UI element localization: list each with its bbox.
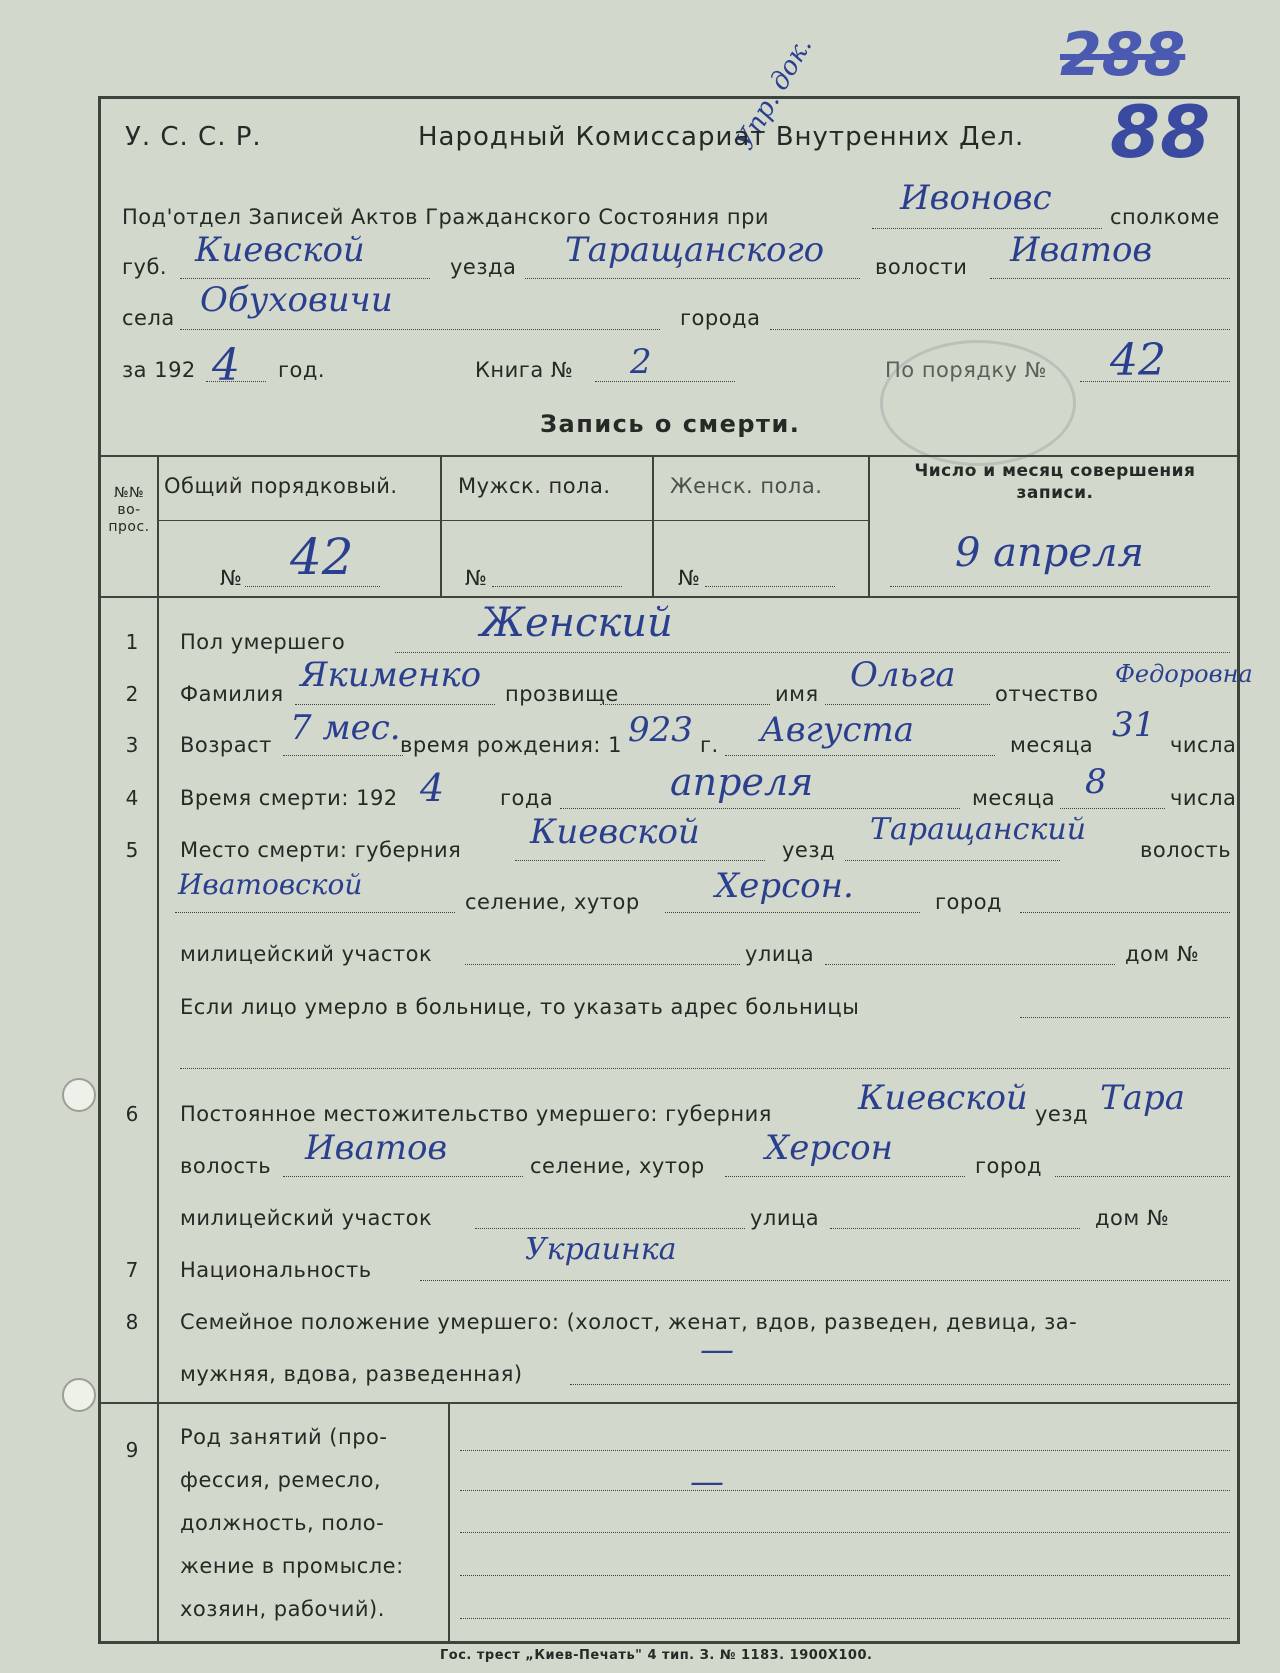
row-number: 2: [125, 682, 139, 706]
ispolkom-value: Ивоновс: [900, 178, 1052, 218]
date-value: 9 апреля: [955, 530, 1145, 576]
occupation-label-5: хозяин, рабочий).: [180, 1597, 385, 1621]
goroda-label: города: [680, 306, 761, 330]
residence-selo-value: Херсон: [765, 1128, 893, 1168]
occupation-label-1: Род занятий (про-: [180, 1425, 388, 1449]
birth-day-label: числа: [1170, 733, 1237, 757]
row-number: 8: [125, 1310, 139, 1334]
gub-label: губ.: [122, 255, 168, 279]
nickname-label: прозвище: [505, 682, 619, 706]
sex-value: Женский: [480, 600, 673, 646]
order-label: По порядку №: [885, 358, 1048, 382]
row-number: 5: [125, 838, 139, 862]
general-value: 42: [290, 528, 354, 586]
death-month-label: месяца: [972, 786, 1056, 810]
occupation-label-3: должность, поло-: [180, 1511, 385, 1535]
residence-uezd-label: уезд: [1035, 1102, 1089, 1126]
order-value: 42: [1110, 335, 1166, 386]
birth-year-value: 923: [628, 710, 693, 750]
patronymic-value: Федоровна: [1115, 660, 1253, 688]
god-label: год.: [278, 358, 326, 382]
death-uezd-label: уезд: [782, 838, 836, 862]
age-value: 7 мес.: [290, 708, 401, 748]
marital-label: Семейное положение умершего: (холост, женат, вдов, разведен, девица, за-: [180, 1310, 1078, 1334]
birth-month-label: месяца: [1010, 733, 1094, 757]
death-selo-label: селение, хутор: [465, 890, 640, 914]
death-mil-label: милицейский участок: [180, 942, 433, 966]
residence-volost-label: волость: [180, 1154, 272, 1178]
occupation-label-2: фессия, ремесло,: [180, 1468, 382, 1492]
patronymic-label: отчество: [995, 682, 1099, 706]
row-number: 6: [125, 1102, 139, 1126]
commissariat-label: Народный Комиссариат Внутренних Дел.: [418, 122, 1025, 152]
gub-value: Киевской: [195, 230, 365, 270]
hospital-label: Если лицо умерло в больнице, то указать адрес больницы: [180, 995, 860, 1019]
crossed-pencil-number: 288: [1060, 20, 1186, 90]
death-place-label: Место смерти: губерния: [180, 838, 462, 862]
death-uezd-value: Таращанский: [870, 812, 1087, 847]
subdept-label: Под'отдел Записей Актов Гражданского Состояния при: [122, 205, 770, 229]
selo-label: села: [122, 306, 175, 330]
residence-gub-value: Киевской: [858, 1078, 1028, 1118]
surname-label: Фамилия: [180, 682, 284, 706]
republic-label: У. С. С. Р.: [125, 122, 262, 152]
row-number: 9: [125, 1438, 139, 1462]
male-no: №: [465, 566, 488, 590]
residence-selo-label: селение, хутор: [530, 1154, 705, 1178]
pencil-number: 88: [1110, 90, 1211, 174]
row-number: 4: [125, 786, 139, 810]
birth-label: время рождения: 1: [400, 733, 622, 757]
death-year-label: года: [500, 786, 554, 810]
nationality-value: Украинка: [525, 1232, 677, 1267]
death-day-label: числа: [1170, 786, 1237, 810]
qno-header: №№ во-прос.: [108, 485, 150, 535]
residence-gorod-label: город: [975, 1154, 1043, 1178]
punch-hole-bottom: [62, 1378, 96, 1412]
uezd-value: Таращанского: [565, 230, 825, 270]
residence-uezd-value: Тара: [1100, 1078, 1185, 1118]
death-time-label: Время смерти: 192: [180, 786, 398, 810]
surname-value: Якименко: [300, 655, 482, 695]
date-col-header: Число и месяц совершения записи.: [914, 461, 1196, 503]
book-label: Книга №: [475, 358, 574, 382]
row-number: 3: [125, 733, 139, 757]
general-header: Общий порядковый.: [164, 474, 398, 498]
death-gub-value: Киевской: [530, 812, 700, 852]
residence-label: Постоянное местожительство умершего: губерния: [180, 1102, 772, 1126]
occupation-value: —: [690, 1462, 724, 1502]
row-number: 7: [125, 1258, 139, 1282]
punch-hole-top: [62, 1078, 96, 1112]
age-label: Возраст: [180, 733, 272, 757]
nationality-label: Национальность: [180, 1258, 372, 1282]
selo-value: Обуховичи: [200, 280, 393, 320]
book-value: 2: [630, 342, 652, 382]
volost-label: волости: [875, 255, 968, 279]
birth-g-label: г.: [700, 733, 719, 757]
residence-house-label: дом №: [1095, 1206, 1170, 1230]
marital-label-cont: мужняя, вдова, разведенная): [180, 1362, 523, 1386]
residence-volost-value: Иватов: [305, 1128, 448, 1168]
subdept-end-label: сполкоме: [1110, 205, 1220, 229]
male-header: Мужск. пола.: [458, 474, 611, 498]
female-no: №: [678, 566, 701, 590]
death-selo-value: Херсон.: [715, 866, 854, 906]
residence-mil-label: милицейский участок: [180, 1206, 433, 1230]
marital-value: —: [700, 1330, 734, 1370]
corner-note: Упр. док.: [730, 32, 819, 155]
name-value: Ольга: [850, 655, 956, 695]
name-label: имя: [775, 682, 819, 706]
uezd-label: уезда: [450, 255, 517, 279]
printer-footer: Гос. трест „Киев-Печать" 4 тип. З. № 1183. 1900Х100.: [440, 1648, 873, 1663]
general-no: №: [220, 566, 243, 590]
record-title: Запись о смерти.: [540, 410, 801, 438]
death-house-label: дом №: [1125, 942, 1200, 966]
year-value: 4: [212, 340, 240, 391]
birth-day-value: 31: [1112, 705, 1156, 745]
occupation-label-4: жение в промысле:: [180, 1554, 404, 1578]
year-label: за 192: [122, 358, 196, 382]
birth-month-value: Августа: [760, 710, 914, 750]
sex-label: Пол умершего: [180, 630, 346, 654]
death-year-value: 4: [420, 766, 445, 810]
death-month-value: апреля: [670, 760, 814, 804]
volost-value: Иватов: [1010, 230, 1153, 270]
female-header: Женск. пола.: [670, 474, 823, 498]
death-day-value: 8: [1085, 762, 1107, 802]
row-number: 1: [125, 630, 139, 654]
death-street-label: улица: [745, 942, 815, 966]
residence-street-label: улица: [750, 1206, 820, 1230]
death-volost-value: Иватовской: [178, 868, 363, 901]
death-gorod-label: город: [935, 890, 1003, 914]
death-volost-label: волость: [1140, 838, 1232, 862]
